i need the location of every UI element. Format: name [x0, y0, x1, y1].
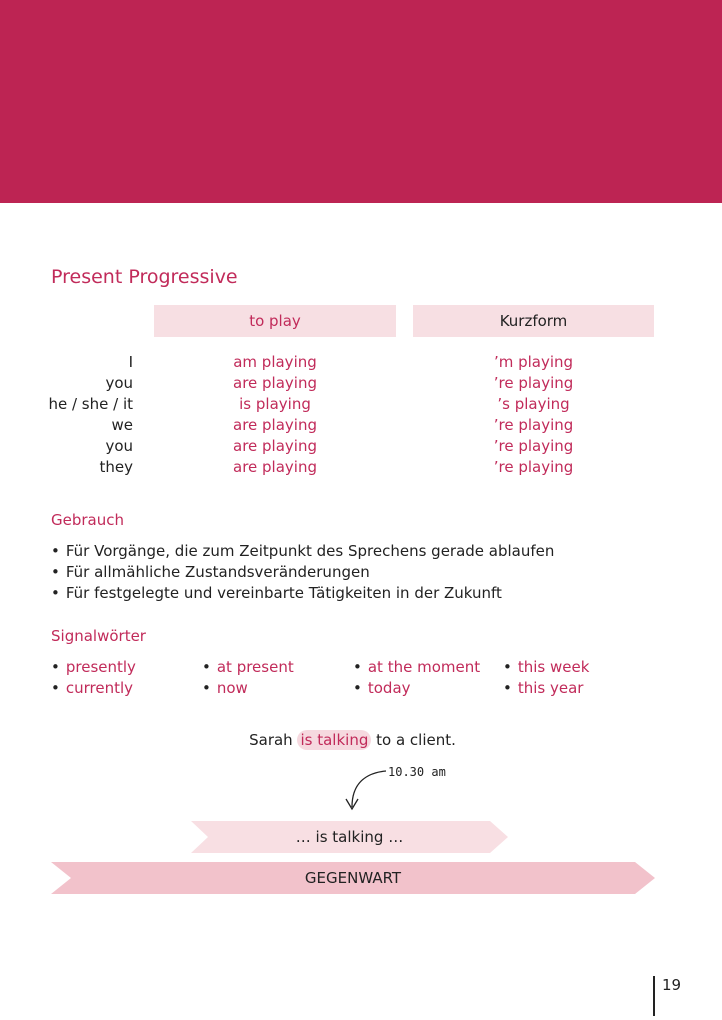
signal-word — [51, 658, 136, 676]
short-form: ’re playing — [493, 437, 574, 455]
header-banner — [0, 0, 722, 203]
signal-word-text: now — [216, 679, 248, 697]
signal-word-text: this week — [517, 658, 590, 676]
list-item — [51, 584, 554, 605]
bullet-icon: • — [353, 679, 362, 697]
page-title: Present Progressive — [51, 266, 238, 288]
table-row — [0, 374, 722, 395]
signal-heading: Signalwörter — [51, 627, 146, 645]
bullet-icon: • — [51, 563, 60, 581]
signal-word — [353, 679, 411, 697]
list-item — [51, 563, 554, 584]
pronoun: you — [105, 374, 133, 392]
table-row — [0, 437, 722, 458]
timeline-arrow — [51, 862, 655, 894]
usage-list — [51, 542, 554, 605]
signal-word — [353, 658, 480, 676]
bullet-icon: • — [51, 679, 60, 697]
progress-arrow — [191, 821, 508, 853]
table-row — [0, 458, 722, 479]
signal-word — [202, 658, 294, 676]
signal-word-text: currently — [65, 679, 134, 697]
long-form: are playing — [233, 416, 317, 434]
short-form: ’s playing — [497, 395, 570, 413]
long-form: are playing — [233, 458, 317, 476]
pronoun: he / she / it — [48, 395, 133, 413]
usage-text: Für Vorgänge, die zum Zeitpunkt des Sprechens gerade ablaufen — [65, 542, 555, 560]
page-number: 19 — [653, 976, 681, 1016]
bullet-icon: • — [51, 584, 60, 602]
short-form: ’re playing — [493, 374, 574, 392]
table-row — [0, 416, 722, 437]
example-after: to a client. — [371, 731, 456, 749]
signal-word-text: presently — [65, 658, 136, 676]
pronoun: you — [105, 437, 133, 455]
signal-word-text: at the moment — [367, 658, 481, 676]
usage-text: Für allmähliche Zustandsveränderungen — [65, 563, 370, 581]
bullet-icon: • — [51, 542, 60, 560]
bullet-icon: • — [51, 658, 60, 676]
long-form: am playing — [233, 353, 317, 371]
long-form: are playing — [233, 437, 317, 455]
pronoun: they — [99, 458, 133, 476]
bullet-icon: • — [503, 658, 512, 676]
signal-word-text: this year — [517, 679, 584, 697]
conjugation-table — [0, 353, 722, 479]
signal-word — [202, 679, 248, 697]
example-before: Sarah — [249, 731, 298, 749]
pronoun: we — [111, 416, 133, 434]
short-form: ’m playing — [493, 353, 574, 371]
inner-arrow-label: … is talking … — [295, 828, 404, 846]
column-header-form: to play — [154, 305, 396, 337]
list-item — [51, 542, 554, 563]
pointer-arrow-icon — [340, 764, 390, 814]
signal-word — [51, 679, 133, 697]
signal-word-text: today — [367, 679, 411, 697]
long-form: are playing — [233, 374, 317, 392]
table-row — [0, 395, 722, 416]
bullet-icon: • — [353, 658, 362, 676]
signal-word-text: at present — [216, 658, 294, 676]
column-header-short: Kurzform — [413, 305, 654, 337]
outer-arrow-label: GEGENWART — [304, 869, 402, 887]
short-form: ’re playing — [493, 416, 574, 434]
example-highlight: is talking — [297, 730, 371, 750]
bullet-icon: • — [503, 679, 512, 697]
time-note: 10.30 am — [388, 765, 446, 779]
usage-heading: Gebrauch — [51, 511, 124, 529]
example-sentence — [0, 731, 705, 749]
bullet-icon: • — [202, 658, 211, 676]
table-row — [0, 353, 722, 374]
usage-text: Für festgelegte und vereinbarte Tätigkeiten in der Zukunft — [65, 584, 502, 602]
bullet-icon: • — [202, 679, 211, 697]
signal-word — [503, 679, 583, 697]
long-form: is playing — [239, 395, 311, 413]
pronoun: I — [128, 353, 133, 371]
signal-word — [503, 658, 589, 676]
short-form: ’re playing — [493, 458, 574, 476]
